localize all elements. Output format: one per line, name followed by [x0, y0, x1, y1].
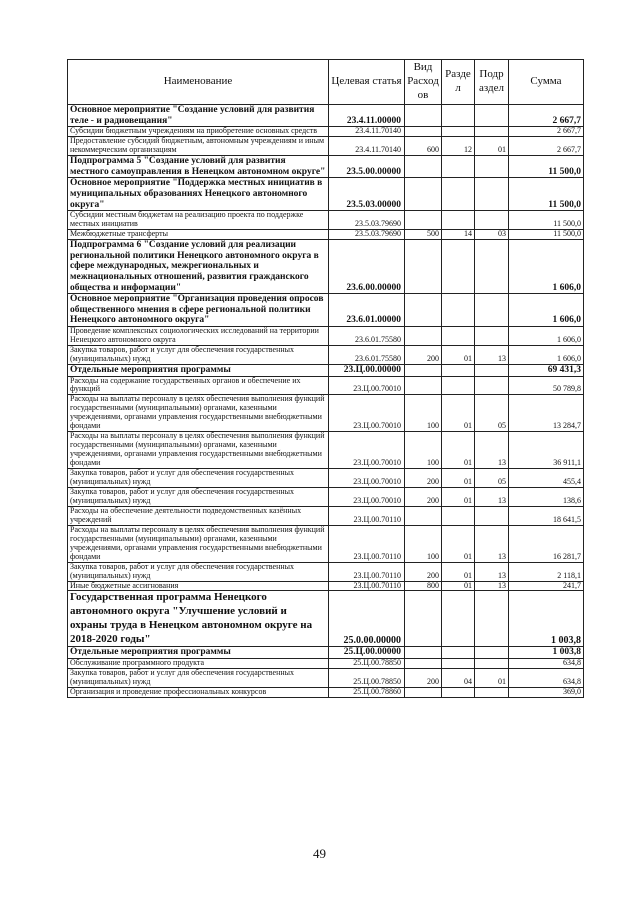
cell-pr [475, 294, 509, 327]
cell-target: 23.6.01.75580 [329, 327, 405, 346]
cell-target: 23.Ц.00.70110 [329, 581, 405, 591]
cell-vr [405, 211, 442, 230]
cell-vr [405, 156, 442, 178]
header-razdel: Разде л [442, 60, 475, 105]
cell-sum: 18 641,5 [509, 506, 584, 525]
table-body [68, 105, 584, 698]
cell-vr [405, 294, 442, 327]
cell-name: Закупка товаров, работ и услуг для обеспечения государственных (муниципальных) нужд [68, 669, 329, 688]
cell-vr: 100 [405, 395, 442, 432]
cell-target: 23.Ц.00.00000 [329, 364, 405, 376]
cell-pr [475, 506, 509, 525]
cell-name: Расходы на обеспечение деятельности подведомственных казённых учреждений [68, 506, 329, 525]
cell-name: Субсидии бюджетным учреждениям на приобретение основных средств [68, 127, 329, 137]
cell-name: Расходы на выплаты персоналу в целях обеспечения выполнения функций государственными (муниципальными) органами, казенными учреждениями, органами управления государственными внебюджетными фондами [68, 432, 329, 469]
cell-rz [442, 240, 475, 294]
table-row [68, 647, 584, 659]
cell-vr: 200 [405, 487, 442, 506]
cell-rz [442, 127, 475, 137]
cell-target: 23.Ц.00.70110 [329, 525, 405, 562]
cell-sum: 1 003,8 [509, 591, 584, 647]
cell-pr [475, 178, 509, 211]
cell-rz: 14 [442, 230, 475, 240]
table-header-row [68, 60, 584, 105]
cell-rz: 04 [442, 669, 475, 688]
cell-pr: 13 [475, 346, 509, 365]
table-row [68, 525, 584, 562]
budget-table [67, 59, 584, 698]
cell-pr: 13 [475, 525, 509, 562]
cell-rz [442, 376, 475, 395]
cell-name: Закупка товаров, работ и услуг для обеспечения государственных (муниципальных) нужд [68, 562, 329, 581]
cell-sum: 11 500,0 [509, 211, 584, 230]
cell-vr [405, 687, 442, 697]
cell-vr [405, 647, 442, 659]
cell-rz [442, 506, 475, 525]
header-vid: Вид Расход ов [405, 60, 442, 105]
cell-target: 23.Ц.00.70010 [329, 395, 405, 432]
cell-rz: 01 [442, 487, 475, 506]
cell-rz [442, 211, 475, 230]
header-name: Наименование [68, 60, 329, 105]
cell-sum: 241,7 [509, 581, 584, 591]
cell-vr: 200 [405, 346, 442, 365]
cell-pr: 01 [475, 137, 509, 156]
table-row [68, 376, 584, 395]
cell-target: 23.5.03.00000 [329, 178, 405, 211]
cell-rz [442, 647, 475, 659]
table-row [68, 581, 584, 591]
cell-name: Подпрограмма 5 "Создание условий для развития местного самоуправления в Ненецком автономном округе" [68, 156, 329, 178]
cell-pr: 05 [475, 395, 509, 432]
cell-vr: 800 [405, 581, 442, 591]
cell-pr [475, 211, 509, 230]
cell-target: 25.Ц.00.00000 [329, 647, 405, 659]
cell-name: Закупка товаров, работ и услуг для обеспечения государственных (муниципальных) нужд [68, 346, 329, 365]
cell-rz [442, 659, 475, 669]
cell-pr: 03 [475, 230, 509, 240]
cell-name: Расходы на содержание государственных органов и обеспечение их функций [68, 376, 329, 395]
cell-target: 25.Ц.00.78850 [329, 669, 405, 688]
table-row [68, 240, 584, 294]
cell-name: Основное мероприятие "Поддержка местных инициатив в муниципальных образованиях Ненецкого автономного округа" [68, 178, 329, 211]
cell-name: Основное мероприятие "Создание условий для развития теле - и радиовещания" [68, 105, 329, 127]
cell-sum: 36 911,1 [509, 432, 584, 469]
cell-target: 25.Ц.00.78850 [329, 659, 405, 669]
cell-pr [475, 659, 509, 669]
budget-table-sheet [67, 59, 583, 698]
cell-name: Закупка товаров, работ и услуг для обеспечения государственных (муниципальных) нужд [68, 469, 329, 488]
cell-vr [405, 127, 442, 137]
cell-sum: 1 606,0 [509, 327, 584, 346]
cell-rz: 01 [442, 562, 475, 581]
cell-target: 23.4.11.70140 [329, 127, 405, 137]
cell-target: 23.Ц.00.70010 [329, 376, 405, 395]
cell-pr [475, 156, 509, 178]
cell-sum: 13 284,7 [509, 395, 584, 432]
cell-sum: 369,0 [509, 687, 584, 697]
cell-target: 23.6.00.00000 [329, 240, 405, 294]
cell-name: Межбюджетные трансферты [68, 230, 329, 240]
header-target: Целевая статья [329, 60, 405, 105]
table-row [68, 137, 584, 156]
cell-sum: 634,8 [509, 659, 584, 669]
table-row [68, 105, 584, 127]
table-row [68, 687, 584, 697]
cell-sum: 1 606,0 [509, 240, 584, 294]
cell-vr [405, 178, 442, 211]
cell-rz: 01 [442, 469, 475, 488]
cell-vr: 500 [405, 230, 442, 240]
cell-target: 23.4.11.00000 [329, 105, 405, 127]
cell-pr: 05 [475, 469, 509, 488]
cell-target: 23.Ц.00.70110 [329, 562, 405, 581]
cell-vr: 200 [405, 562, 442, 581]
cell-sum: 2 667,7 [509, 127, 584, 137]
page-number: 49 [313, 846, 326, 861]
cell-sum: 69 431,3 [509, 364, 584, 376]
cell-sum: 11 500,0 [509, 230, 584, 240]
cell-rz [442, 105, 475, 127]
cell-pr [475, 376, 509, 395]
cell-target: 25.0.00.00000 [329, 591, 405, 647]
table-row [68, 506, 584, 525]
table-row [68, 230, 584, 240]
cell-vr [405, 240, 442, 294]
cell-pr [475, 240, 509, 294]
cell-vr: 100 [405, 432, 442, 469]
cell-target: 23.5.03.79690 [329, 211, 405, 230]
cell-pr: 13 [475, 487, 509, 506]
cell-target: 23.Ц.00.70010 [329, 432, 405, 469]
cell-rz: 01 [442, 395, 475, 432]
cell-rz: 01 [442, 432, 475, 469]
table-row [68, 659, 584, 669]
cell-sum: 455,4 [509, 469, 584, 488]
table-row [68, 156, 584, 178]
cell-pr [475, 127, 509, 137]
table-row [68, 364, 584, 376]
table-row [68, 562, 584, 581]
table-row [68, 395, 584, 432]
cell-rz [442, 591, 475, 647]
table-row [68, 178, 584, 211]
cell-rz: 01 [442, 525, 475, 562]
cell-vr: 600 [405, 137, 442, 156]
cell-pr: 13 [475, 432, 509, 469]
cell-rz [442, 294, 475, 327]
cell-pr: 01 [475, 669, 509, 688]
cell-target: 23.5.00.00000 [329, 156, 405, 178]
cell-name: Организация и проведение профессиональных конкурсов [68, 687, 329, 697]
table-row [68, 294, 584, 327]
cell-vr [405, 506, 442, 525]
header-sum: Сумма [509, 60, 584, 105]
cell-target: 23.4.11.70140 [329, 137, 405, 156]
cell-target: 23.Ц.00.70010 [329, 469, 405, 488]
cell-name: Закупка товаров, работ и услуг для обеспечения государственных (муниципальных) нужд [68, 487, 329, 506]
cell-name: Предоставление субсидий бюджетным, автономным учреждениям и иным некоммерческим организациям [68, 137, 329, 156]
cell-pr [475, 364, 509, 376]
cell-pr [475, 591, 509, 647]
cell-name: Проведение комплексных социологических исследований на территории Ненецкого автономного округа [68, 327, 329, 346]
cell-vr [405, 364, 442, 376]
cell-sum: 138,6 [509, 487, 584, 506]
cell-name: Расходы на выплаты персоналу в целях обеспечения выполнения функций государственными (муниципальными) органами, казенными учреждениями, органами управления государственными внебюджетными фондами [68, 525, 329, 562]
cell-name: Подпрограмма 6 "Создание условий для реализации региональной политики Ненецкого автономного округа в сфере международных, межрегиональных и межнациональных отношений, развития гражданского общества и информации" [68, 240, 329, 294]
table-row [68, 487, 584, 506]
cell-target: 23.Ц.00.70010 [329, 487, 405, 506]
cell-target: 23.6.01.75580 [329, 346, 405, 365]
cell-pr [475, 327, 509, 346]
cell-sum: 50 789,8 [509, 376, 584, 395]
cell-pr [475, 105, 509, 127]
cell-sum: 634,8 [509, 669, 584, 688]
cell-sum: 2 118,1 [509, 562, 584, 581]
cell-pr: 13 [475, 581, 509, 591]
table-row [68, 127, 584, 137]
cell-rz: 12 [442, 137, 475, 156]
cell-rz [442, 156, 475, 178]
cell-name: Государственная программа Ненецкого автономного округа "Улучшение условий и охраны труда в Ненецком автономном округе на 2018-2020 годы" [68, 591, 329, 647]
cell-sum: 1 606,0 [509, 346, 584, 365]
cell-rz [442, 687, 475, 697]
cell-pr [475, 687, 509, 697]
cell-sum: 16 281,7 [509, 525, 584, 562]
cell-target: 25.Ц.00.78860 [329, 687, 405, 697]
cell-name: Основное мероприятие "Организация проведения опросов общественного мнения в сфере региональной политики Ненецкого автономного округа" [68, 294, 329, 327]
cell-rz [442, 178, 475, 211]
cell-target: 23.Ц.00.70110 [329, 506, 405, 525]
cell-rz [442, 364, 475, 376]
cell-target: 23.6.01.00000 [329, 294, 405, 327]
header-podrazdel: Подр аздел [475, 60, 509, 105]
cell-vr [405, 376, 442, 395]
cell-name: Расходы на выплаты персоналу в целях обеспечения выполнения функций государственными (муниципальными) органами, казенными учреждениями, органами управления государственными внебюджетными фондами [68, 395, 329, 432]
table-row [68, 591, 584, 647]
table-row [68, 432, 584, 469]
cell-name: Отдельные мероприятия программы [68, 364, 329, 376]
cell-target: 23.5.03.79690 [329, 230, 405, 240]
cell-name: Отдельные мероприятия программы [68, 647, 329, 659]
cell-pr [475, 647, 509, 659]
table-row [68, 669, 584, 688]
cell-vr [405, 659, 442, 669]
cell-vr [405, 105, 442, 127]
cell-vr [405, 591, 442, 647]
table-row [68, 346, 584, 365]
table-row [68, 469, 584, 488]
cell-sum: 2 667,7 [509, 105, 584, 127]
cell-vr [405, 327, 442, 346]
cell-name: Иные бюджетные ассигнования [68, 581, 329, 591]
cell-sum: 1 003,8 [509, 647, 584, 659]
table-row [68, 211, 584, 230]
cell-vr: 200 [405, 669, 442, 688]
cell-name: Обслуживание программного продукта [68, 659, 329, 669]
cell-name: Субсидии местным бюджетам на реализацию проекта по поддержке местных инициатив [68, 211, 329, 230]
cell-rz: 01 [442, 581, 475, 591]
cell-rz [442, 327, 475, 346]
cell-sum: 1 606,0 [509, 294, 584, 327]
cell-rz: 01 [442, 346, 475, 365]
table-row [68, 327, 584, 346]
cell-vr: 200 [405, 469, 442, 488]
cell-sum: 11 500,0 [509, 156, 584, 178]
cell-sum: 2 667,7 [509, 137, 584, 156]
cell-sum: 11 500,0 [509, 178, 584, 211]
cell-vr: 100 [405, 525, 442, 562]
cell-pr: 13 [475, 562, 509, 581]
